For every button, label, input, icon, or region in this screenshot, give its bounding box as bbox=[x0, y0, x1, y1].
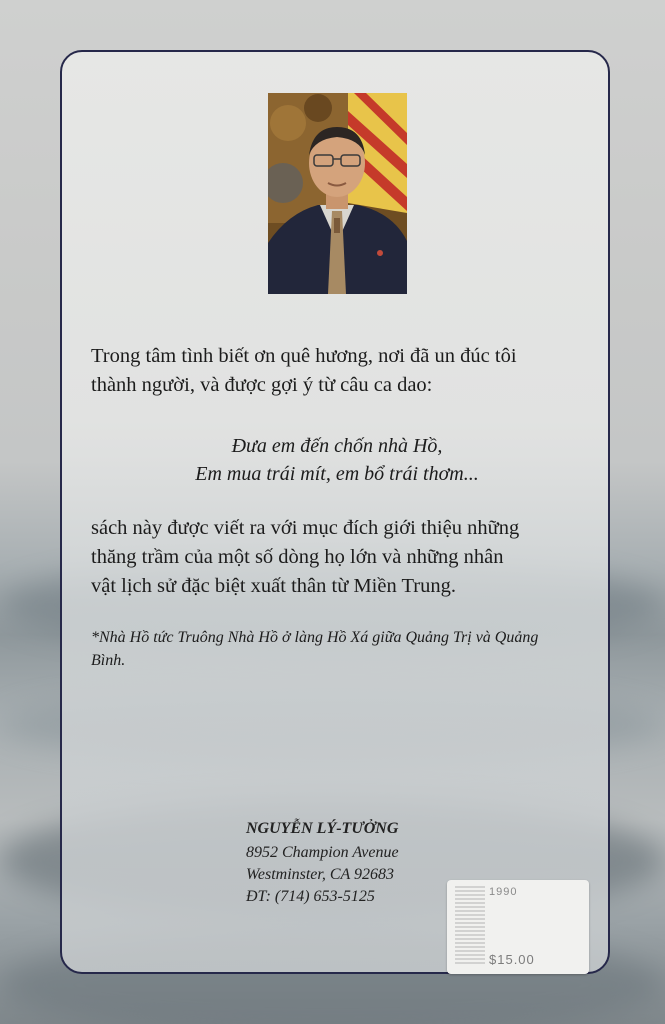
book-purpose-text bbox=[91, 514, 591, 601]
back-cover-panel bbox=[60, 50, 610, 974]
author-city-address: Westminster, CA 92683 bbox=[246, 866, 395, 883]
body-line: sách này được viết ra với mục đích giới thiệu những bbox=[91, 517, 520, 539]
body-line: vật lịch sử đặc biệt xuất thân từ Miền Trung. bbox=[91, 575, 456, 597]
footnote-line: *Nhà Hồ tức Truông Nhà Hồ ở làng Hồ Xá giữa Quảng Trị và Quảng bbox=[91, 629, 539, 646]
author-name: NGUYỄN LÝ-TƯỞNG bbox=[246, 820, 399, 837]
intro-line: Trong tâm tình biết ơn quê hương, nơi đã un đúc tôi bbox=[91, 345, 517, 367]
footnote bbox=[91, 626, 591, 672]
footnote-line: Bình. bbox=[91, 652, 126, 669]
verse-line: Em mua trái mít, em bổ trái thơm... bbox=[195, 463, 479, 485]
author-contact bbox=[246, 817, 466, 908]
price-sticker bbox=[447, 880, 589, 974]
intro-line: thành người, và được gợi ý từ câu ca dao: bbox=[91, 374, 433, 396]
folk-verse bbox=[62, 432, 612, 488]
barcode-icon bbox=[455, 886, 485, 966]
dedication-intro bbox=[91, 342, 591, 400]
sticker-code: 1990 bbox=[489, 886, 518, 898]
sticker-price: $15.00 bbox=[489, 952, 535, 967]
author-portrait-photo bbox=[268, 93, 407, 294]
author-street-address: 8952 Champion Avenue bbox=[246, 844, 399, 861]
body-line: thăng trầm của một số dòng họ lớn và những nhân bbox=[91, 546, 504, 568]
verse-line: Đưa em đến chốn nhà Hồ, bbox=[231, 435, 443, 457]
author-phone: ĐT: (714) 653-5125 bbox=[246, 888, 375, 905]
